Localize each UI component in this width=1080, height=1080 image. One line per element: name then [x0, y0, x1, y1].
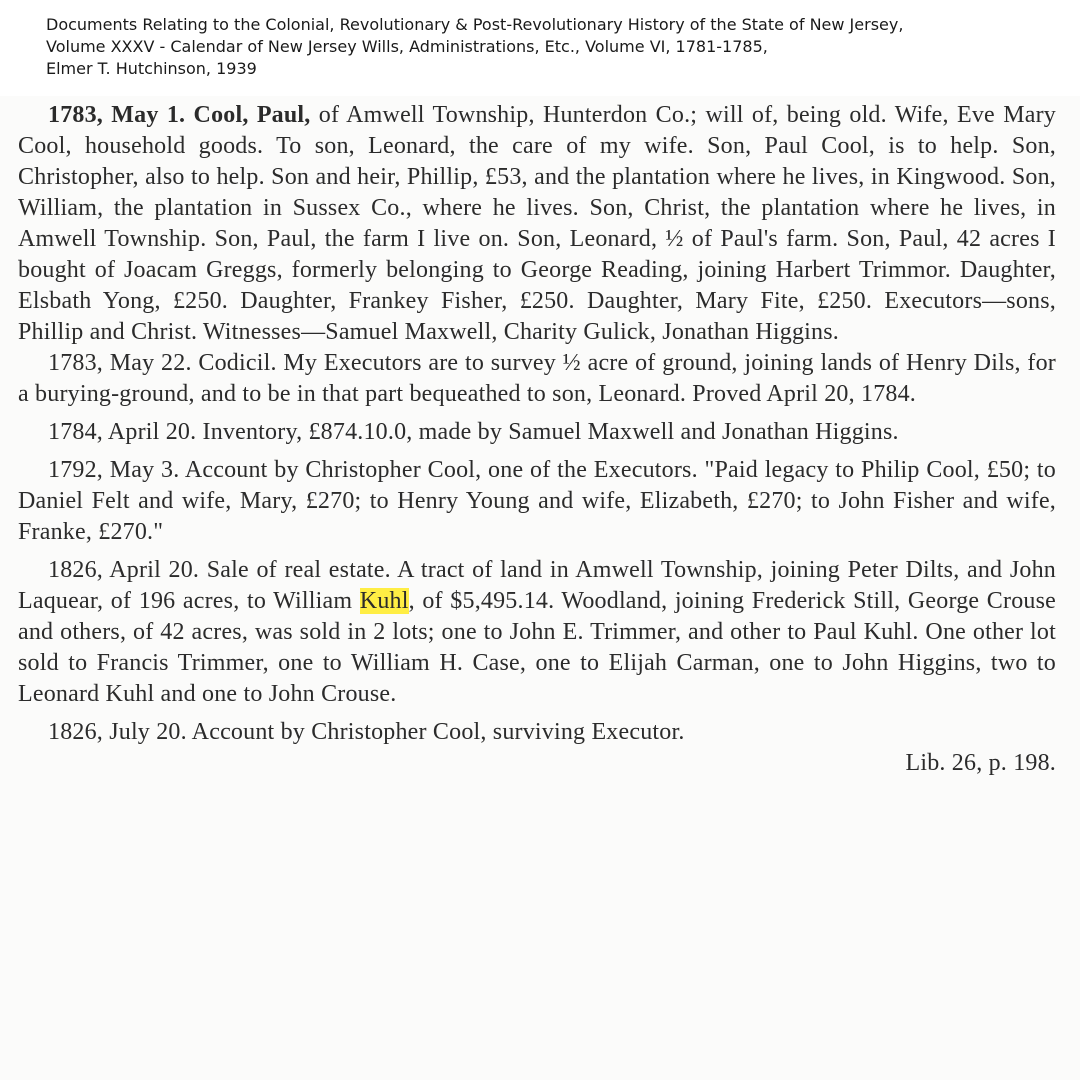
testator-name: Cool, Paul, — [193, 102, 311, 128]
inventory-entry: 1784, April 20. Inventory, £874.10.0, made by Samuel Maxwell and Jonathan Higgins. — [48, 419, 899, 445]
sale-text-after: , of $5,495.14. Woodland, joining Frederick Still, George Crouse and others, of 42 acres, was sold in 2 lots; one to John E. Trimmer, and other to Paul Kuhl. One other lot sold to Francis Trimmer, one to William H. Case, one to Elijah Carman, one to John Higgins, two to Leonard Kuhl and one to John Crouse. — [18, 588, 1057, 707]
source-citation — [46, 14, 1046, 80]
sale-1826-entry — [18, 555, 1056, 710]
account-1826-entry: 1826, July 20. Account by Christopher Cool, surviving Executor. — [48, 719, 685, 745]
sale-text-before: 1826, April 20. Sale of real estate. A tract of land in Amwell Township, joining Peter Dilts, and John Laquear, of 196 acres, to William — [18, 557, 1056, 614]
citation-line-1: Documents Relating to the Colonial, Revolutionary & Post-Revolutionary History of the State of New Jersey, — [46, 15, 904, 34]
citation-line-2: Volume XXXV - Calendar of New Jersey Wills, Administrations, Etc., Volume VI, 1781-1785, — [46, 37, 768, 56]
citation-line-3: Elmer T. Hutchinson, 1939 — [46, 59, 257, 78]
will-text: of Amwell Township, Hunterdon Co.; will of, being old. Wife, Eve Mary Cool, household goods. To son, Leonard, the care of my wife. Son, Paul Cool, is to help. Son, Christopher, also to help. Son and heir, Phillip, £53, and the plantation where he lives, in Kingwood. Son, William, the plantation in Sussex Co., where he lives. Son, Christ, the plantation where he lives, in Amwell Township. Son, Paul, the farm I live on. Son, Leonard, ½ of Paul's farm. Son, Paul, 42 acres I bought of Joacam Greggs, formerly belonging to George Reading, joining Harbert Trimmor. Daughter, Elsbath Yong, £250. Daughter, Frankey Fisher, £250. Daughter, Mary Fite, £250. Executors—sons, Phillip and Christ. Witnesses—Samuel Maxwell, Charity Gulick, Jonathan Higgins. — [18, 102, 1056, 345]
account-1792-entry: 1792, May 3. Account by Christopher Cool, one of the Executors. "Paid legacy to Philip Cool, £50; to Daniel Felt and wife, Mary, £270; to Henry Young and wife, Elizabeth, £270; to John Fisher and wife, Franke, £270." — [18, 457, 1056, 545]
will-date: 1783, May 1. — [48, 102, 186, 128]
codicil-entry: 1783, May 22. Codicil. My Executors are to survey ½ acre of ground, joining lands of Henry Dils, for a burying-ground, and to be in that part bequeathed to son, Leonard. Proved April 20, 1784. — [18, 350, 1056, 407]
search-highlight: Kuhl — [359, 588, 409, 614]
library-reference: Lib. 26, p. 198. — [905, 750, 1056, 776]
scanned-page-text — [18, 100, 1056, 779]
will-entry — [18, 100, 1056, 348]
